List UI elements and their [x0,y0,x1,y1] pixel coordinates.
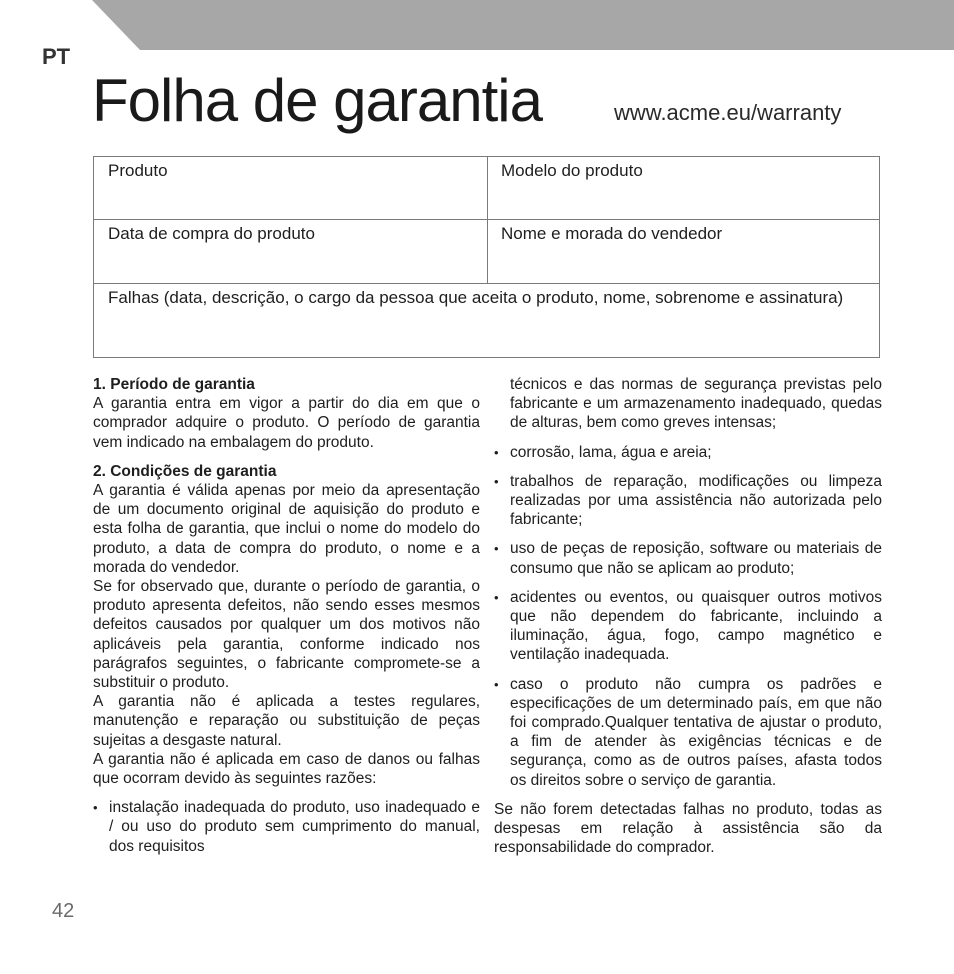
bullet-item-2 [494,443,882,462]
bullet-item-4 [494,539,882,577]
language-label: PT [42,44,71,69]
bullet-item-6 [494,675,882,790]
section1-text: A garantia entra em vigor a partir do dia em que o comprador adquire o produto. O período de garantia vem indicado na embalagem do produto. [93,395,480,451]
bullet-5-text: • acidentes ou eventos, ou quaisquer outros motivos que não dependem do fabricante, incluindo a iluminação, água, fogo, campo magnético e ventilação inadequada. [510,588,882,664]
header-band [0,0,954,50]
bullet-3-text: • trabalhos de reparação, modificações ou limpeza realizadas por uma assistência não autorizada pelo fabricante; [510,472,882,529]
left-column [93,375,480,856]
section2-paragraph-2: Se for observado que, durante o período de garantia, o produto apresenta defeitos, não sendo esses mesmos defeitos causados por qualquer um dos motivos não aplicáveis pela garantia, conforme indicado nos parágrafos seguintes, o fabricante compromete-se a substituir o produto. [93,578,480,692]
bullet-4-text: • uso de peças de reposição, software ou materiais de consumo que não se aplicam ao produto; [510,540,882,577]
bullet-2-text: • corrosão, lama, água e areia; [510,443,712,461]
page-number: 42 [52,900,75,922]
faults-cell: Falhas (data, descrição, o cargo da pessoa que aceita o produto, nome, sobrenome e assinatura) [108,288,844,307]
bullet-item-5 [494,588,882,665]
section2-paragraph-3: A garantia não é aplicada a testes regulares, manutenção e reparação ou substituição de peças sujeitas a desgaste natural. [93,693,480,749]
bullet-1-continuation [494,375,882,433]
warranty-url: www.acme.eu/warranty [614,100,842,125]
bullet-6-text: • caso o produto não cumpra os padrões e especificações de um determinado país, em que não foi comprado.Qualquer tentativa de ajustar o produto, a fim de atender às exigências técnicas e de segurança, como as de outros países, afasta todos os direitos sobre o serviço de garantia. [510,675,882,789]
bullet-item-1 [93,798,480,856]
section2-heading: 2. Condições de garantia [93,462,277,480]
warranty-form-table [93,156,880,358]
bullet-item-3 [494,472,882,530]
form-row-faults [94,284,879,357]
model-cell: Modelo do produto [501,161,643,180]
section2-paragraph-1: A garantia é válida apenas por meio da apresentação de um documento original de aquisição do produto e esta folha de garantia, que inclui o nome do modelo do produto, a data de compra do produto, o nome e a morada do vendedor. [93,482,480,576]
section2-paragraph-4: A garantia não é aplicada em caso de danos ou falhas que ocorram devido às seguintes razões: [93,750,480,788]
bullet-1-end-text: técnicos e das normas de segurança previstas pelo fabricante e um armazenamento inadequado, quedas de alturas, bem como greves intensas; [510,376,882,432]
purchase-date-cell: Data de compra do produto [94,220,488,283]
page-title: Folha de garantia [92,67,542,134]
product-cell: Produto [94,157,488,219]
section1-heading: 1. Período de garantia [93,376,255,393]
right-column [494,375,882,857]
closing-paragraph: Se não forem detectadas falhas no produto, todas as despesas em relação à assistência são da responsabilidade do comprador. [494,800,882,857]
bullet-1-start-text: • instalação inadequada do produto, uso inadequado e / ou uso do produto sem cumprimento do manual, dos requisitos [109,799,480,855]
form-row-product [94,157,879,220]
seller-cell: Nome e morada do vendedor [501,224,723,243]
form-row-purchase [94,220,879,284]
